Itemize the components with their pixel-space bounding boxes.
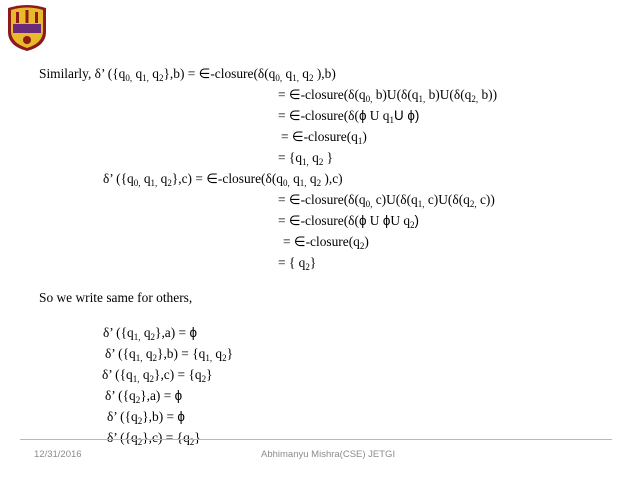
equation-text: 2 — [149, 374, 155, 384]
equation-text: b)U(δ(q — [372, 87, 419, 102]
equation-text: 1, — [205, 353, 213, 363]
equation-text: So we write same for others, — [39, 290, 193, 305]
equation-text: 1, — [417, 199, 425, 209]
equation-text: },b) = — [163, 66, 199, 81]
equation-line — [39, 290, 192, 306]
equation-text: 2 — [318, 157, 324, 167]
equation-text: 2 — [305, 262, 310, 272]
equation-text: } — [226, 346, 234, 361]
equation-text: },a) = — [140, 388, 175, 403]
equation-text: ) — [364, 234, 369, 249]
equation-text: },c) = {q — [142, 430, 190, 445]
equation-text: 2 — [150, 332, 156, 342]
equation-line — [283, 234, 369, 250]
equation-text: 2 — [135, 395, 141, 405]
equation-text: ϕ — [382, 213, 391, 228]
equation-text: q — [157, 171, 168, 186]
equation-text: ϕ — [189, 325, 197, 340]
equation-text: ϕ — [358, 108, 367, 123]
equation-text: b)U(δ(q — [425, 87, 472, 102]
equation-text: = — [281, 129, 292, 144]
equation-text: 1, — [302, 157, 309, 167]
equation-line — [278, 87, 497, 103]
equation-text: 1, — [292, 73, 299, 83]
equation-text: 2 — [158, 73, 164, 83]
equation-text: ),b) — [313, 66, 336, 81]
equation-text: 2 — [308, 73, 314, 83]
equation-line — [107, 409, 185, 425]
equation-text: 1, — [132, 374, 140, 384]
equation-text: = — [278, 87, 289, 102]
equation-text: ∈ — [198, 66, 211, 81]
equation-text: -closure(δ(q — [300, 87, 366, 102]
equation-text: q — [139, 367, 150, 382]
equation-text: 0, — [125, 73, 133, 83]
equation-line — [278, 213, 419, 229]
equation-text: 0, — [365, 94, 373, 104]
equation-line — [39, 66, 336, 82]
equation-text: ) — [362, 129, 367, 144]
equation-text: },c) = {q — [154, 367, 202, 382]
equation-text: q — [132, 66, 143, 81]
equation-text: 1 — [389, 115, 394, 125]
equation-text: 2, — [469, 199, 477, 209]
equation-line — [107, 430, 201, 446]
equation-text: 0, — [275, 73, 283, 83]
equation-text: δ’ ({q — [105, 346, 136, 361]
equation-text: U — [366, 213, 383, 228]
equation-text: = { q — [278, 255, 306, 270]
equation-text: -closure(δ( — [300, 108, 359, 123]
equation-text: δ’ ({q — [107, 430, 138, 445]
equation-text: -closure(δ(q — [217, 171, 283, 186]
equation-text: ) — [414, 213, 419, 228]
equation-line — [278, 108, 419, 124]
equation-line — [278, 150, 333, 166]
equation-text: 2 — [201, 374, 207, 384]
equation-text: 2 — [359, 241, 365, 251]
equation-text: ϕ — [358, 213, 367, 228]
equation-text: 2 — [410, 220, 415, 230]
equation-text: 2 — [222, 353, 227, 363]
equation-text: } — [323, 150, 334, 165]
equation-text: -closure(δ( — [300, 213, 359, 228]
equation-text: ∈ — [288, 108, 301, 123]
equation-text: ∈ — [288, 192, 301, 207]
equation-line — [278, 255, 316, 271]
equation-text: 2, — [471, 94, 479, 104]
equation-text: U — [394, 108, 408, 123]
equation-text: ∈ — [288, 87, 301, 102]
equation-text: 2 — [152, 353, 158, 363]
equation-text: 2 — [316, 178, 322, 188]
institute-logo — [4, 2, 50, 52]
equation-text: 1, — [133, 332, 141, 342]
equation-text: ∈ — [206, 171, 218, 186]
equation-text: c)U(δ(q — [424, 192, 470, 207]
equation-text: ϕ — [174, 388, 183, 403]
equation-text: ∈ — [291, 129, 304, 144]
equation-text: 1, — [135, 353, 143, 363]
footer-date: 12/31/2016 — [34, 449, 82, 460]
equation-text: },b) = {q — [157, 346, 206, 361]
equation-text: = — [278, 192, 289, 207]
equation-text: 2 — [189, 437, 195, 447]
equation-text: } — [194, 430, 201, 445]
equation-text: },b) = — [142, 409, 178, 424]
equation-text: 1, — [142, 73, 149, 83]
equation-text: 1, — [299, 178, 307, 188]
equation-text: δ’ ({q — [103, 171, 134, 186]
equation-text: c)) — [476, 192, 495, 207]
equation-text: 2 — [167, 178, 172, 188]
equation-text: 1 — [357, 136, 363, 146]
equation-text: b)) — [478, 87, 498, 102]
equation-text: = — [278, 213, 289, 228]
equation-text: q — [140, 325, 151, 340]
equation-text: 2 — [137, 437, 143, 447]
equation-text: q — [148, 66, 159, 81]
equation-line — [105, 388, 182, 404]
equation-text: } — [309, 255, 317, 270]
equation-text: = — [283, 234, 294, 249]
footer-author: Abhimanyu Mishra(CSE) JETGI — [261, 449, 396, 460]
equation-line — [102, 367, 213, 383]
equation-text: 0, — [133, 178, 141, 188]
equation-line — [281, 129, 367, 145]
equation-text: q — [282, 66, 293, 81]
equation-line — [278, 192, 495, 208]
equation-text: ∈ — [288, 213, 301, 228]
equation-text: },a) = — [155, 325, 190, 340]
equation-text: δ’ ({q — [107, 409, 138, 424]
equation-text: q — [306, 171, 317, 186]
equation-text: = {q — [278, 150, 303, 165]
equation-text: q — [289, 171, 300, 186]
equation-text: -closure(q — [303, 129, 358, 144]
equation-text: δ’ ({q — [103, 325, 134, 340]
equation-text: ),c) — [321, 171, 343, 186]
equation-text: U q — [366, 108, 390, 123]
equation-text: Similarly, δ’ ({q — [39, 66, 126, 81]
equation-text: q — [142, 346, 153, 361]
equation-text: U q — [390, 213, 411, 228]
equation-line — [103, 325, 197, 341]
equation-text: 2 — [137, 416, 143, 426]
equation-text: δ’ ({q — [102, 367, 133, 382]
equation-text: },c) = — [171, 171, 207, 186]
equation-text: 0, — [365, 199, 373, 209]
equation-line — [103, 171, 343, 187]
equation-text: q — [140, 171, 151, 186]
equation-text: q — [298, 66, 309, 81]
equation-text: ϕ) — [407, 108, 420, 123]
equation-text: δ’ ({q — [105, 388, 136, 403]
equation-text: q — [212, 346, 223, 361]
equation-text: ∈ — [293, 234, 306, 249]
equation-text: 0, — [282, 178, 290, 188]
equation-text: ϕ — [177, 409, 185, 424]
equation-text: -closure(δ(q — [300, 192, 366, 207]
equation-text: c)U(δ(q — [372, 192, 418, 207]
equation-text: q — [308, 150, 319, 165]
equation-text: } — [206, 367, 213, 382]
equation-line — [105, 346, 233, 362]
equation-text: -closure(δ(q — [210, 66, 276, 81]
equation-text: -closure(q — [305, 234, 360, 249]
equation-text: 1, — [418, 94, 426, 104]
footer-divider — [20, 439, 612, 440]
equation-text: = — [278, 108, 289, 123]
equation-text: 1, — [150, 178, 158, 188]
